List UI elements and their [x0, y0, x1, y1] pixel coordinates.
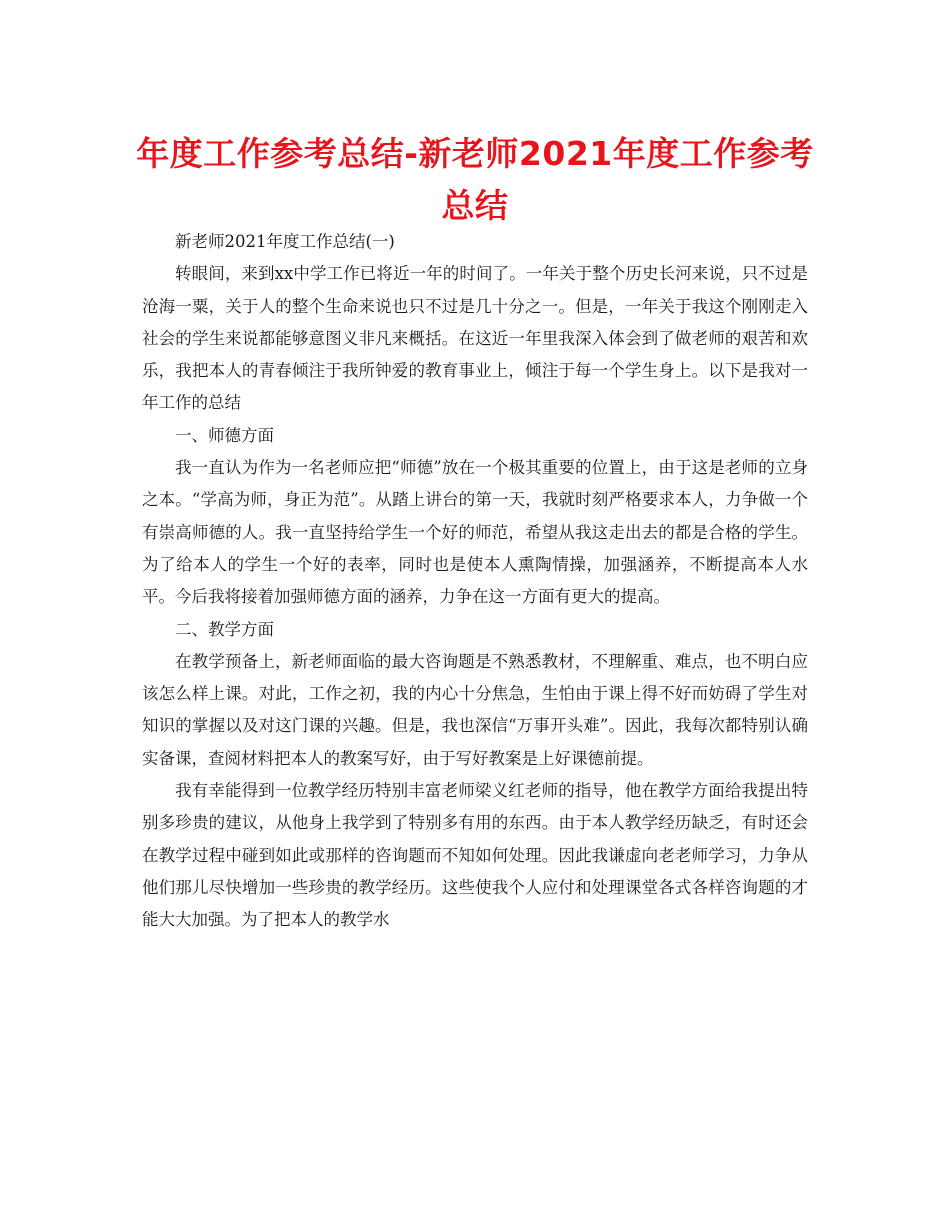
body-paragraph: 我有幸能得到一位教学经历特别丰富老师梁义红老师的指导，他在教学方面给我提出特别多珍贵的建议，从他身上我学到了特别多有用的东西。由于本人教学经历缺乏，有时还会在教学过程中碰到如此或那样的咨询题而不知如何处理。因此我谦虚向老老师学习，力争从他们那儿尽快增加一些珍贵的教学经历。这些使我个人应付和处理课堂各式各样咨询题的才能大大加强。为了把本人的教学水 [142, 781, 808, 930]
section-heading: 新老师2021年度工作总结(一) [175, 232, 395, 251]
body-paragraph: 我一直认为作为一名老师应把“师德”放在一个极其重要的位置上，由于这是老师的立身之本。“学高为师，身正为范”。从踏上讲台的第一天，我就时刻严格要求本人，力争做一个有崇高师德的人。我一直坚持给学生一个好的师范，希望从我这走出去的都是合格的学生。为了给本人的学生一个好的表率，同时也是使本人熏陶情操，加强涵养，不断提高本人水平。今后我将接着加强师德方面的涵养，力争在这一方面有更大的提高。 [142, 458, 808, 607]
section-heading: 二、教学方面 [175, 619, 274, 639]
body-paragraph: 转眼间，来到xx中学工作已将近一年的时间了。一年关于整个历史长河来说，只不过是沧海一粟，关于人的整个生命来说也只不过是几十分之一。但是，一年关于我这个刚刚走入社会的学生来说都能够意图义非凡来概括。在这近一年里我深入体会到了做老师的艰苦和欢乐，我把本人的青春倾注于我所钟爱的教育事业上，倾注于每一个学生身上。以下是我对一年工作的总结 [142, 264, 808, 413]
document-title: 年度工作参考总结-新老师2021年度工作参考总结 [136, 134, 814, 225]
document-body [142, 226, 808, 937]
body-paragraph: 在教学预备上，新老师面临的最大咨询题是不熟悉教材，不理解重、难点，也不明白应该怎么样上课。对此，工作之初，我的内心十分焦急，生怕由于课上得不好而妨碍了学生对知识的掌握以及对这门课的兴趣。但是，我也深信“万事开头难”。因此，我每次都特别认确实备课，查阅材料把本人的教案写好，由于写好教案是上好课德前提。 [142, 651, 808, 768]
section-heading: 一、师德方面 [175, 425, 274, 445]
